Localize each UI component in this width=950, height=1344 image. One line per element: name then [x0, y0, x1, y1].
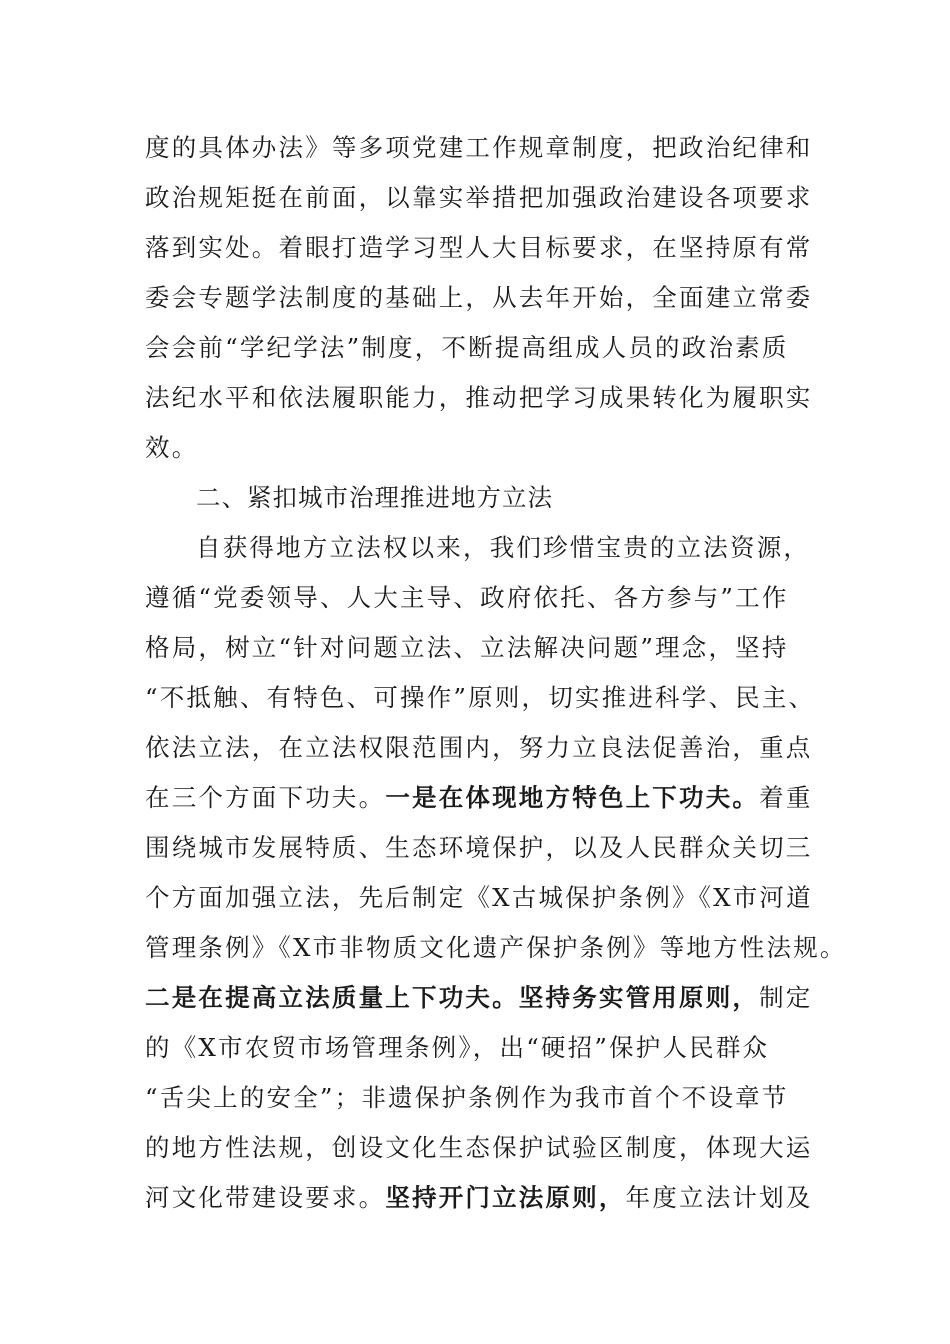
paragraph-line: 格局，树立“针对问题立法、立法解决问题”理念，坚持 — [145, 633, 789, 662]
paragraph-line: 落到实处。着眼打造学习型人大目标要求，在坚持原有常 — [145, 233, 813, 262]
bold-text-run: 二是在提高立法质量上下功夫。坚持务实管用原则， — [145, 983, 760, 1012]
paragraph-line: 政治规矩挺在前面，以靠实举措把加强政治建设各项要求 — [145, 183, 813, 212]
section-heading: 二、紧扣城市治理推进地方立法 — [196, 483, 553, 512]
text-run: 制定 — [759, 983, 813, 1012]
paragraph-line: 会会前“学纪学法”制度，不断提高组成人员的政治素质 — [145, 333, 789, 362]
paragraph-line: 遵循“党委领导、人大主导、政府依托、各方参与”工作 — [145, 583, 789, 612]
paragraph-line: 围绕城市发展特质、生态环境保护，以及人民群众关切三 — [145, 833, 813, 862]
paragraph-line: 管理条例》《X市非物质文化遗产保护条例》等地方性法规。 — [145, 933, 847, 962]
paragraph-line: 个方面加强立法，先后制定《X古城保护条例》《X市河道 — [145, 883, 813, 912]
text-run: 在三个方面下功夫。 — [145, 783, 386, 812]
paragraph-line — [145, 781, 825, 815]
paragraph-line: “不抵触、有特色、可操作”原则，切实推进科学、民主、 — [145, 683, 816, 712]
paragraph-line: 法纪水平和依法履职能力，推动把学习成果转化为履职实 — [145, 383, 813, 412]
paragraph-line: 的地方性法规，创设文化生态保护试验区制度，体现大运 — [145, 1133, 813, 1162]
paragraph-line: 委会专题学法制度的基础上，从去年开始，全面建立常委 — [145, 283, 813, 312]
paragraph-line — [145, 1181, 825, 1215]
paragraph-line — [145, 981, 825, 1015]
text-run: 年度立法计划及 — [625, 1183, 813, 1212]
paragraph-line: 度的具体办法》等多项党建工作规章制度，把政治纪律和 — [145, 133, 813, 162]
bold-text-run: 一是在体现地方特色上下功夫。 — [385, 783, 760, 812]
bold-text-run: 坚持开门立法原则， — [385, 1183, 626, 1212]
paragraph-line: “舌尖上的安全”；非遗保护条例作为我市首个不设章节 — [145, 1083, 789, 1112]
paragraph-line: 的《X市农贸市场管理条例》，出“硬招”保护人民群众 — [145, 1033, 770, 1062]
paragraph-line: 自获得地方立法权以来，我们珍惜宝贵的立法资源， — [196, 533, 811, 562]
paragraph-line: 依法立法，在立法权限范围内，努力立良法促善治，重点 — [145, 733, 813, 762]
text-run: 河文化带建设要求。 — [145, 1183, 386, 1212]
text-run: 着重 — [759, 783, 813, 812]
paragraph-line: 效。 — [145, 433, 199, 462]
